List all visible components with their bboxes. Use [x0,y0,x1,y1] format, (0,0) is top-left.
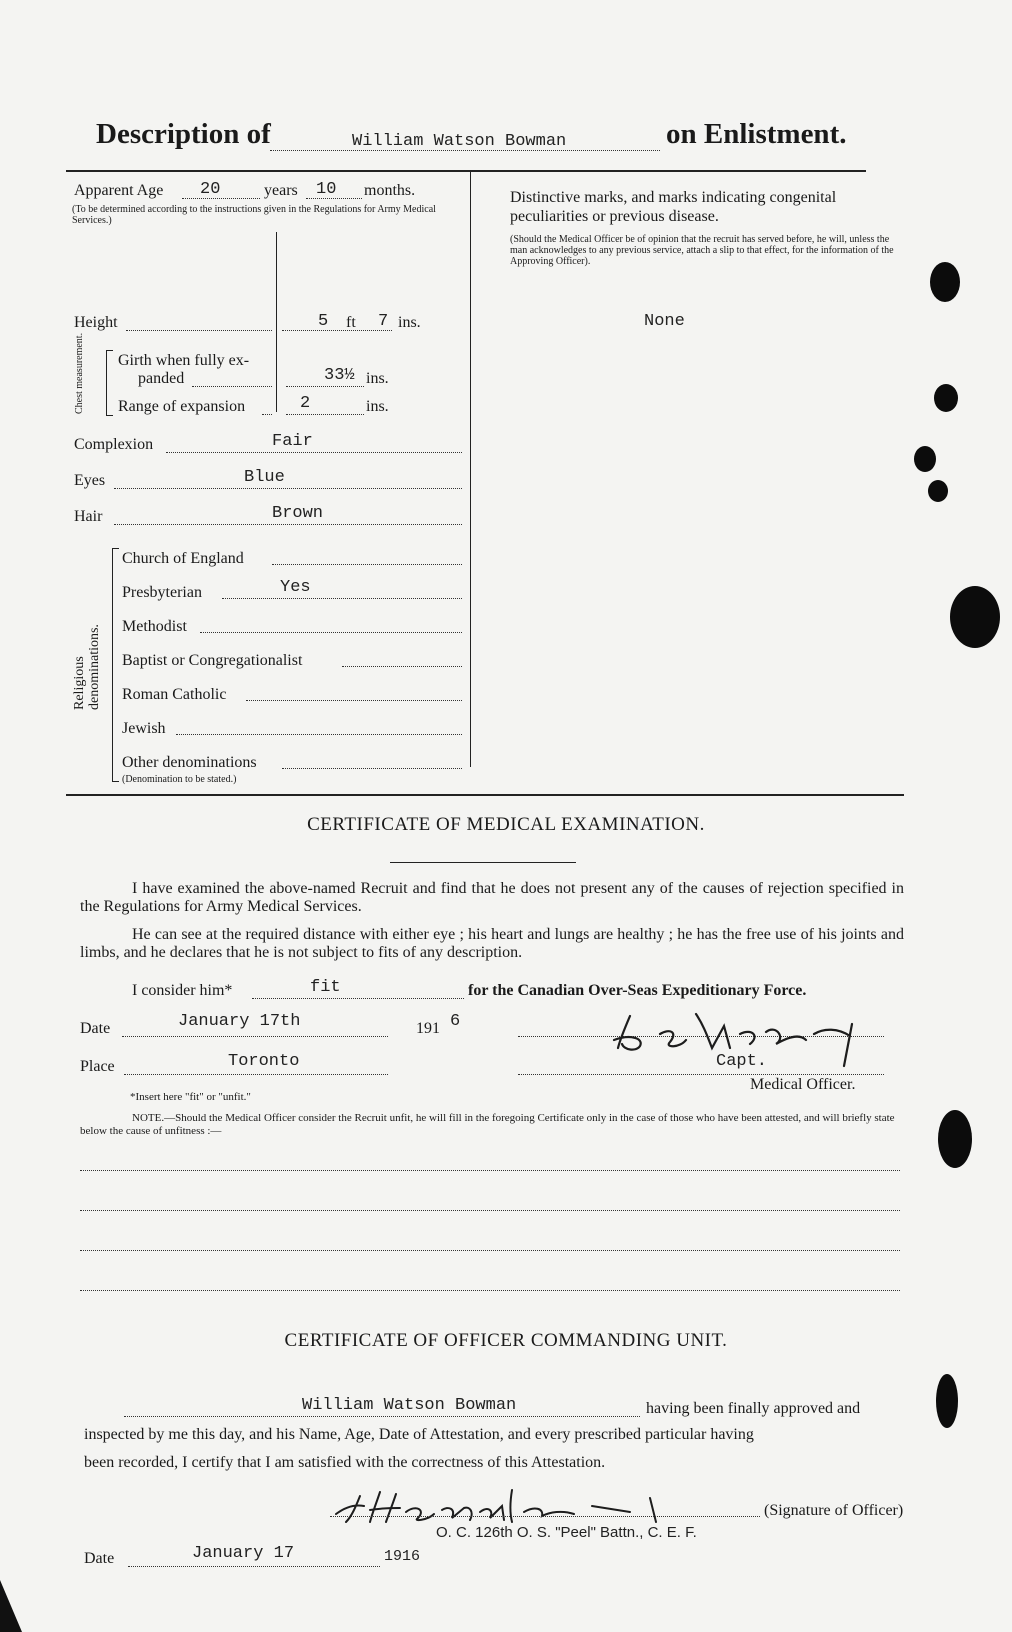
officer-date-label: Date [84,1550,115,1567]
height-in: 7 [378,312,389,331]
girth-label-1: Girth when fully ex- [118,352,250,369]
religion-row: Methodist [122,616,466,650]
fit-value: fit [310,978,341,997]
ins-label-range: ins. [366,398,389,415]
marks-note: (Should the Medical Officer be of opinion that the recruit has served before, he will, unless the man acknowledges to any previous service, attach a slip to that effect, for the information of the Approving Officer). [510,234,894,267]
document-title [96,118,271,151]
medical-date-value: January 17th [178,1012,301,1031]
punch-hole [950,586,1000,648]
chest-label: Chest measurement. [74,332,85,414]
complexion-value: Fair [272,432,313,451]
name-dotted-line [270,150,660,151]
marks-value: None [644,312,685,331]
height-ft: 5 [318,312,329,331]
religion-row: Jewish [122,718,466,752]
punch-hole [938,1110,972,1168]
medical-para-1: I have examined the above-named Recruit and find that he does not present any of the causes of rejection specified in the Regulations for Army Medical Services. [80,880,904,915]
age-years: 20 [200,180,221,199]
chest-brace [106,350,113,416]
page-corner-edge [0,1580,22,1632]
punch-hole [936,1374,958,1428]
officer-heading: CERTIFICATE OF OFFICER COMMANDING UNIT. [284,1330,728,1351]
punch-hole [928,480,948,502]
unfitness-line [80,1250,900,1251]
top-rule [66,170,866,172]
insert-note: *Insert here "fit" or "unfit." [130,1091,251,1103]
religion-row: Presbyterian Yes [122,582,466,616]
place-value: Toronto [228,1052,300,1071]
religion-row: Baptist or Congregationalist [122,650,466,684]
recruit-name: William Watson Bowman [352,132,567,151]
religion-label: Religious denominations. [72,624,102,710]
unfitness-line [80,1210,900,1211]
ins-label-girth: ins. [366,370,389,387]
complexion-label: Complexion [74,436,154,453]
consider-label: I consider him* [132,982,233,999]
apparent-age-label: Apparent Age [74,182,164,199]
medical-para-2: He can see at the required distance with either eye ; his heart and lungs are healthy ; he has the free use of his joints and limbs, and he declares that he is not subject to fits of any description. [80,926,904,961]
months-label: months. [364,182,416,199]
years-label: years [264,182,298,199]
ins-label-height: ins. [398,314,421,331]
medical-officer-label: Medical Officer. [750,1076,856,1093]
officer-text-2: inspected by me this day, and his Name, Age, Date of Attestation, and every prescribed particular having [84,1426,754,1443]
religion-row: Other denominations [122,752,466,786]
punch-hole [930,262,960,302]
signature-of-officer-label: (Signature of Officer) [764,1502,904,1519]
officer-text-1: having been finally approved and [646,1400,861,1417]
religion-row: Church of England [122,548,466,582]
commanding-officer-signature [330,1482,680,1528]
center-divider [470,172,471,767]
ft-label: ft [346,314,356,331]
box-bottom-rule [66,794,904,796]
hair-label: Hair [74,508,103,525]
force-label: for the Canadian Over-Seas Expeditionary Force. [468,982,807,999]
eyes-value: Blue [244,468,285,487]
unfitness-line [80,1170,900,1171]
range-value: 2 [300,394,311,413]
medical-heading: CERTIFICATE OF MEDICAL EXAMINATION. [307,814,705,835]
officer-text-3: been recorded, I certify that I am satisfied with the correctness of this Attestation. [84,1454,606,1471]
place-label: Place [80,1058,115,1075]
religion-brace [112,548,119,782]
age-months: 10 [316,180,337,199]
religion-list [122,548,466,786]
presbyterian-value: Yes [280,578,311,597]
rank-value: Capt. [716,1052,768,1071]
denomination-note: (Denomination to be stated.) [122,774,237,785]
officer-year-value: 1916 [384,1548,421,1565]
title-left: Description of [96,118,271,150]
girth-value: 33½ [324,366,355,385]
unfitness-line [80,1290,900,1291]
age-note: (To be determined according to the instructions given in the Regulations for Army Medical Services.) [72,204,436,226]
medical-heading-rule [390,862,576,863]
title-right: on Enlistment. [666,118,847,150]
medical-year-prefix: 191 [416,1020,440,1037]
punch-hole [934,384,958,412]
height-label: Height [74,314,118,331]
officer-date-value: January 17 [192,1544,295,1563]
girth-label-2: panded [138,370,185,387]
hair-value: Brown [272,504,324,523]
marks-heading: Distinctive marks, and marks indicating congenital peculiarities or previous disease. [510,189,837,225]
medical-year-digit: 6 [450,1012,461,1031]
religion-row: Roman Catholic [122,684,466,718]
unfit-note: NOTE.—Should the Medical Officer consider the Recruit unfit, he will fill in the foregoing Certificate only in the case of those who have been attested, and will briefly state below the cause of unfitness :— [80,1112,895,1137]
range-label: Range of expansion [118,398,246,415]
medical-date-label: Date [80,1020,111,1037]
officer-unit: O. C. 126th O. S. "Peel" Battn., C. E. F. [436,1524,697,1541]
left-inner-divider [276,232,277,412]
punch-hole [914,446,936,472]
eyes-label: Eyes [74,472,106,489]
officer-recruit-name: William Watson Bowman [302,1396,517,1415]
